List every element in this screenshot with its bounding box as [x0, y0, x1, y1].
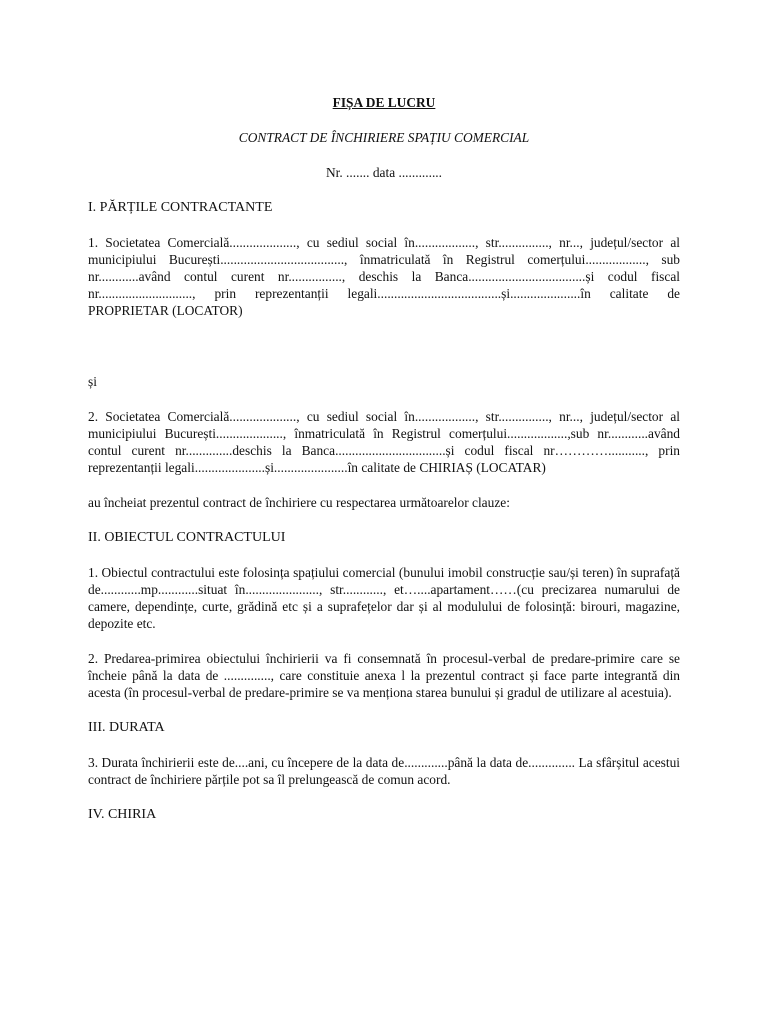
section-heading-object: II. OBIECTUL CONTRACTULUI: [88, 530, 286, 545]
object-clause-1: 1. Obiectul contractului este folosința spațiului comercial (bunului imobil construcție sau/și teren) în suprafață de............mp............situat în......................, str............, et…....apartament……(cu precizarea numarului de camere, dependințe, curte, grădină etc și a suprafețelor dar și al modulului de folosință: birouri, magazine, depozite etc.: [88, 565, 680, 631]
duration-clause-3: 3. Durata închirierii este de....ani, cu începere de la data de.............până la data de.............. La sfârșitul acestui contract de închiriere părțile pot sa îl prelungească de comun acord.: [88, 755, 680, 787]
section-heading-parties: I. PĂRȚILE CONTRACTANTE: [88, 200, 273, 215]
contract-number-line: Nr. ....... data .............: [325, 165, 443, 180]
document-title: FIȘA DE LUCRU: [332, 95, 436, 110]
section-heading-rent: IV. CHIRIA: [88, 807, 157, 822]
parties-closing-paragraph: au încheiat prezentul contract de închiriere cu respectarea următoarelor clauze:: [88, 495, 510, 510]
spacer: [88, 337, 680, 373]
conjunction-text: și: [88, 374, 97, 389]
object-clause-2: 2. Predarea-primirea obiectului închirierii va fi consemnată în procesul-verbal de predare-primire care se încheie până la data de .............., care constituie anexa l la prezentul contract și face parte integrantă din acesta (în procesul-verbal de predare-primire se va menționa starea bunului și gradul de utilizare al acestuia).: [88, 651, 680, 700]
party-1-paragraph: 1. Societatea Comercială...................., cu sediul social în.................., str..............., nr..., județul/sector al municipiului București....................................., înmatriculată în Registrul comerțului.................., sub nr............având contul curent nr................, deschis la Banca...................................și codul fiscal nr............................, prin reprezentanții legali.....................................și.....................în calitate de PROPRIETAR (LOCATOR): [88, 235, 680, 318]
section-heading-duration: III. DURATA: [88, 720, 165, 735]
document-subtitle: CONTRACT DE ÎNCHIRIERE SPAȚIU COMERCIAL: [238, 130, 530, 145]
document-page: [88, 94, 680, 841]
party-2-paragraph: 2. Societatea Comercială...................., cu sediul social în.................., str..............., nr..., județul/sector al municipiului București...................., înmatriculată în Registrul comerțului..................,sub nr............având contul curent nr..............deschis la Banca.................................și codul fiscal nr…………..........., prin reprezentanții legali.....................și......................în calitate de CHIRIAȘ (LOCATAR): [88, 409, 680, 475]
